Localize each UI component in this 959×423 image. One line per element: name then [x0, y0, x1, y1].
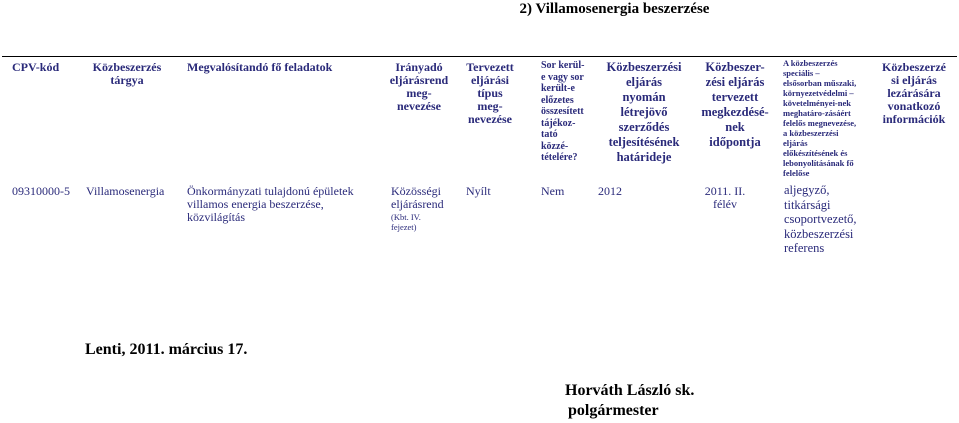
cell-targy: Villamosenergia: [86, 184, 165, 198]
signatory-role: polgármester: [568, 402, 659, 419]
cell-tipus: Nyílt: [466, 184, 491, 198]
header-feladat: Megvalósítandó fő feladatok: [187, 60, 333, 74]
cell-cpv: 09310000-5: [12, 184, 70, 198]
cell-feladat: Önkormányzati tulajdonú épületek villamos energia beszerzése, közvilágítás: [187, 184, 354, 224]
header-iranyado: Irányadó eljárásrend meg- nevezése: [389, 60, 449, 113]
cell-iranyado: Közösségi eljárásrend (Kbt. IV. fejezet): [391, 184, 444, 232]
signatory-name: Horváth László sk.: [565, 382, 695, 399]
header-sor: Sor kerül- e vagy sor került-e előzetes összesített tájékoz- tató közzé- tételére?: [541, 60, 585, 163]
cell-kezdes: 2011. II. félév: [704, 184, 746, 211]
header-hatarido: Közbeszerzési eljárás nyomán létrejövő szerződés teljesítésének határideje: [606, 60, 682, 164]
header-targy: Közbeszerzés tárgya: [92, 60, 162, 87]
cell-felelos: aljegyző, titkársági csoportvezető, közbeszerzési referens: [784, 183, 857, 255]
header-felelos: A közbeszerzés speciális – elsősorban műszaki, környezetvédelmi – követelményei-nek meghatáro-zásáért felelős megnevezése, a közbeszerzési eljárás előkészítésének és lebonyolításának fő felelőse: [783, 58, 857, 178]
cell-sor: Nem: [541, 184, 565, 198]
page-title: 2) Villamosenergia beszerzése: [519, 1, 710, 17]
header-cpv: CPV-kód: [12, 60, 60, 74]
cell-hatarido: 2012: [598, 184, 622, 198]
header-lezaras: Közbeszerzé si eljárás lezárására vonatkozó információk: [882, 60, 946, 126]
header-kezdes: Közbeszer- zési eljárás tervezett megkezdésé- nek időpontja: [701, 60, 769, 149]
table-top-rule: [2, 56, 957, 57]
header-tervezett: Tervezett eljárási típus meg- nevezése: [466, 60, 514, 126]
footer-date: Lenti, 2011. március 17.: [85, 341, 248, 358]
